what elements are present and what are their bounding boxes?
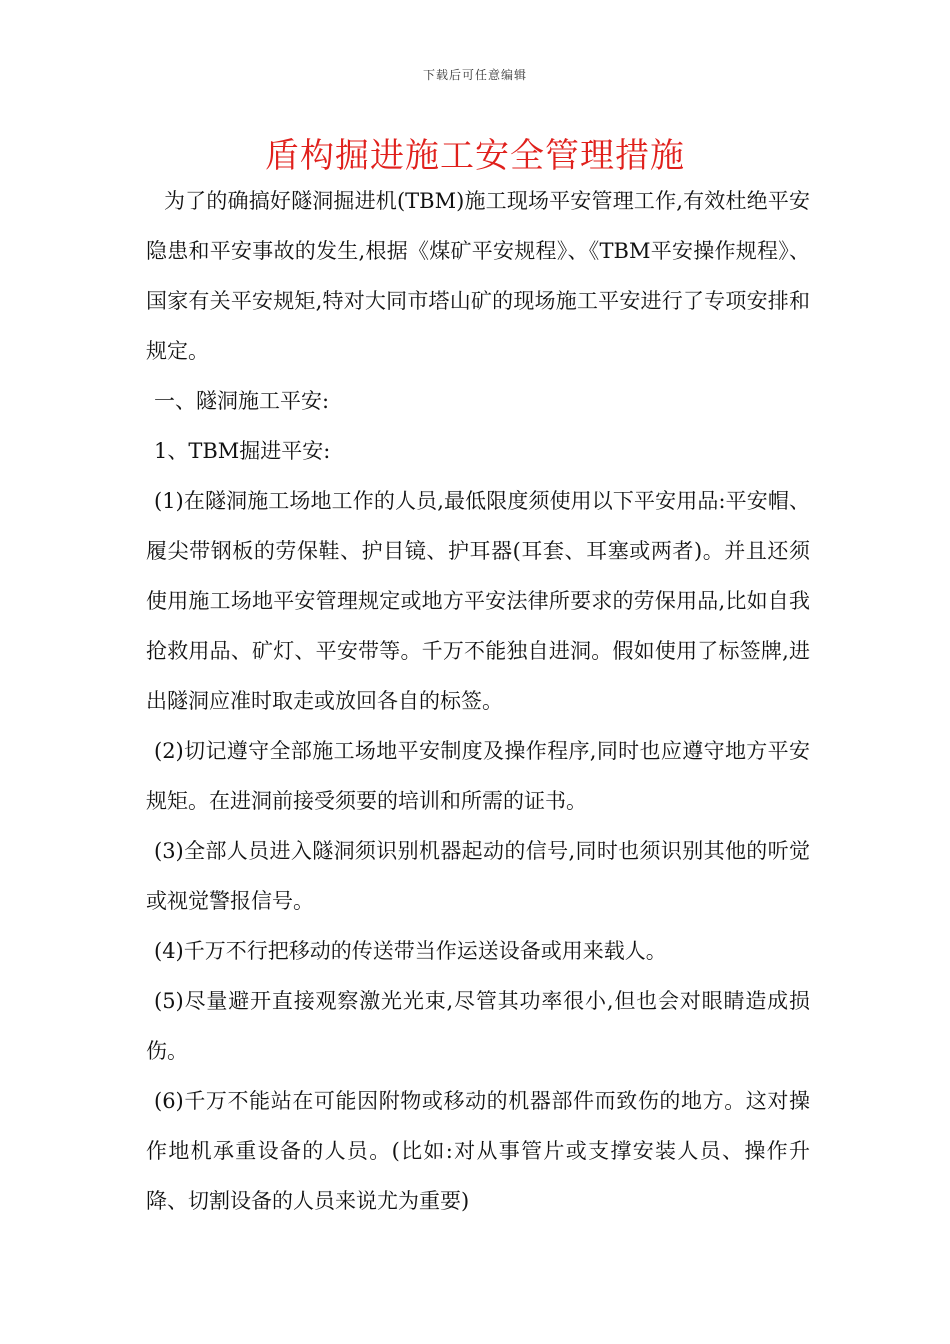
rule-paragraph-1: (1)在隧洞施工场地工作的人员,最低限度须使用以下平安用品:平安帽、履尖带钢板的劳保鞋、护目镜、护耳器(耳套、耳塞或两者)。并且还须使用施工场地平安管理规定或地方平安法律所要求的劳保用品,比如自我抢救用品、矿灯、平安带等。千万不能独自进洞。假如使用了标签牌,进出隧洞应准时取走或放回各自的标签。	[146, 489, 810, 713]
rule-paragraph-5: (5)尽量避开直接观察激光光束,尽管其功率很小,但也会对眼睛造成损伤。	[146, 989, 810, 1063]
document-body	[146, 176, 810, 1226]
rule-paragraph-3: (3)全部人员进入隧洞须识别机器起动的信号,同时也须识别其他的听觉或视觉警报信号。	[146, 839, 810, 913]
subsection-heading: 1、TBM掘进平安:	[154, 439, 331, 463]
rule-paragraph-6: (6)千万不能站在可能因附物或移动的机器部件而致伤的地方。这对操作地机承重设备的人员。(比如:对从事管片或支撑安装人员、操作升降、切割设备的人员来说尤为重要)	[146, 1089, 810, 1213]
rule-paragraph-4: (4)千万不行把移动的传送带当作运送设备或用来载人。	[154, 939, 667, 963]
document-title: 盾构掘进施工安全管理措施	[265, 136, 685, 176]
section-heading: 一、隧洞施工平安:	[154, 389, 330, 413]
header-note: 下载后可任意编辑	[422, 68, 527, 82]
rule-paragraph-2: (2)切记遵守全部施工场地平安制度及操作程序,同时也应遵守地方平安规矩。在进洞前接受须要的培训和所需的证书。	[146, 739, 810, 813]
intro-paragraph: 为了的确搞好隧洞掘进机(TBM)施工现场平安管理工作,有效杜绝平安隐患和平安事故的发生,根据《煤矿平安规程》、《TBM平安操作规程》、国家有关平安规矩,特对大同市塔山矿的现场施工平安进行了专项安排和规定。	[146, 189, 810, 363]
